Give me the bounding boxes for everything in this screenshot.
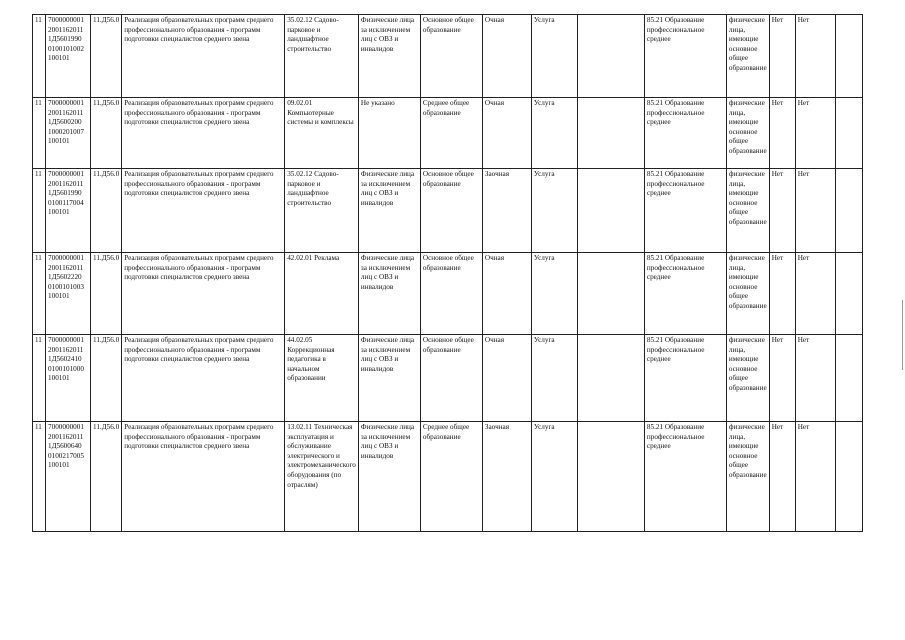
registry-code: 7000000001 2001162011 1Д5601990 0100117004 100101 xyxy=(46,169,91,253)
service-type-code: 11.Д56.0 xyxy=(91,422,122,532)
row-number: 11 xyxy=(33,335,46,422)
row-number: 11 xyxy=(33,253,46,335)
consumer-category: Физические лица за исключением лиц с ОВЗ и инвалидов xyxy=(358,15,420,98)
consumers: физические лица, имеющие основное общее образование xyxy=(726,422,769,532)
study-form: Заочная xyxy=(482,422,531,532)
specialty: 35.02.12 Садово-парковое и ландшафтное строительство xyxy=(285,15,359,98)
service-type-code: 11.Д56.0 xyxy=(91,15,122,98)
specialty: 44.02.05 Коррекционная педагогика в начальном образовании xyxy=(285,335,359,422)
empty-cell xyxy=(577,15,644,98)
row-number: 11 xyxy=(33,169,46,253)
extra-flag: Нет xyxy=(795,422,835,532)
specialty: 09.02.01 Компьютерные системы и комплексы xyxy=(285,98,359,169)
service-type-code: 11.Д56.0 xyxy=(91,169,122,253)
okved-code: 85.21 Образование профессиональное среднее xyxy=(644,422,726,532)
service-type-code: 11.Д56.0 xyxy=(91,98,122,169)
services-registry-table xyxy=(32,14,863,532)
registry-code: 7000000001 2001162011 1Д5600640 0100217005 100101 xyxy=(46,422,91,532)
paid-flag: Нет xyxy=(769,422,795,532)
table-row xyxy=(33,253,863,335)
registry-code: 7000000001 2001162011 1Д5600200 1000201007 100101 xyxy=(46,98,91,169)
okved-code: 85.21 Образование профессиональное среднее xyxy=(644,98,726,169)
specialty: 35.02.12 Садово-парковое и ландшафтное строительство xyxy=(285,169,359,253)
specialty: 42.02.01 Реклама xyxy=(285,253,359,335)
education-level: Основное общее образование xyxy=(420,15,482,98)
table-row xyxy=(33,15,863,98)
service-kind: Услуга xyxy=(531,15,577,98)
service-title: Реализация образовательных программ среднего профессионального образования - программ подготовки специалистов среднего звена xyxy=(122,335,285,422)
table-row xyxy=(33,169,863,253)
education-level: Основное общее образование xyxy=(420,335,482,422)
registry-code: 7000000001 2001162011 1Д5602410 0100101000 100101 xyxy=(46,335,91,422)
table-row xyxy=(33,98,863,169)
service-kind: Услуга xyxy=(531,422,577,532)
consumers: физические лица, имеющие основное общее образование xyxy=(726,335,769,422)
service-type-code: 11.Д56.0 xyxy=(91,335,122,422)
table-row xyxy=(33,335,863,422)
table-body xyxy=(33,15,863,532)
education-level: Среднее общее образование xyxy=(420,98,482,169)
consumers: физические лица, имеющие основное общее образование xyxy=(726,253,769,335)
consumer-category: Физические лица за исключением лиц с ОВЗ и инвалидов xyxy=(358,169,420,253)
service-title: Реализация образовательных программ среднего профессионального образования - программ подготовки специалистов среднего звена xyxy=(122,422,285,532)
study-form: Очная xyxy=(482,335,531,422)
empty-cell xyxy=(835,253,862,335)
empty-cell xyxy=(835,15,862,98)
extra-flag: Нет xyxy=(795,335,835,422)
row-number: 11 xyxy=(33,15,46,98)
service-kind: Услуга xyxy=(531,98,577,169)
empty-cell xyxy=(577,98,644,169)
okved-code: 85.21 Образование профессиональное среднее xyxy=(644,169,726,253)
service-kind: Услуга xyxy=(531,253,577,335)
extra-flag: Нет xyxy=(795,253,835,335)
scan-edge-mark xyxy=(902,300,903,370)
empty-cell xyxy=(577,169,644,253)
empty-cell xyxy=(835,98,862,169)
okved-code: 85.21 Образование профессиональное среднее xyxy=(644,15,726,98)
consumer-category: Физические лица за исключением лиц с ОВЗ и инвалидов xyxy=(358,253,420,335)
paid-flag: Нет xyxy=(769,98,795,169)
study-form: Заочная xyxy=(482,169,531,253)
service-type-code: 11.Д56.0 xyxy=(91,253,122,335)
study-form: Очная xyxy=(482,253,531,335)
extra-flag: Нет xyxy=(795,169,835,253)
row-number: 11 xyxy=(33,422,46,532)
education-level: Среднее общее образование xyxy=(420,422,482,532)
paid-flag: Нет xyxy=(769,169,795,253)
extra-flag: Нет xyxy=(795,15,835,98)
education-level: Основное общее образование xyxy=(420,253,482,335)
consumer-category: Не указано xyxy=(358,98,420,169)
registry-code: 7000000001 2001162011 1Д5602220 0100101003 100101 xyxy=(46,253,91,335)
study-form: Очная xyxy=(482,98,531,169)
service-title: Реализация образовательных программ среднего профессионального образования - программ подготовки специалистов среднего звена xyxy=(122,98,285,169)
okved-code: 85.21 Образование профессиональное среднее xyxy=(644,253,726,335)
consumers: физические лица, имеющие основное общее образование xyxy=(726,98,769,169)
consumer-category: Физические лица за исключением лиц с ОВЗ и инвалидов xyxy=(358,335,420,422)
row-number: 11 xyxy=(33,98,46,169)
registry-code: 7000000001 2001162011 1Д5601990 0100101002 100101 xyxy=(46,15,91,98)
service-title: Реализация образовательных программ среднего профессионального образования - программ подготовки специалистов среднего звена xyxy=(122,253,285,335)
service-kind: Услуга xyxy=(531,169,577,253)
empty-cell xyxy=(577,335,644,422)
empty-cell xyxy=(835,335,862,422)
paid-flag: Нет xyxy=(769,15,795,98)
extra-flag: Нет xyxy=(795,98,835,169)
consumers: физические лица, имеющие основное общее образование xyxy=(726,169,769,253)
table-row xyxy=(33,422,863,532)
service-title: Реализация образовательных программ среднего профессионального образования - программ подготовки специалистов среднего звена xyxy=(122,169,285,253)
empty-cell xyxy=(835,169,862,253)
paid-flag: Нет xyxy=(769,335,795,422)
empty-cell xyxy=(577,253,644,335)
okved-code: 85.21 Образование профессиональное среднее xyxy=(644,335,726,422)
consumers: физические лица, имеющие основное общее образование xyxy=(726,15,769,98)
empty-cell xyxy=(835,422,862,532)
paid-flag: Нет xyxy=(769,253,795,335)
study-form: Очная xyxy=(482,15,531,98)
education-level: Основное общее образование xyxy=(420,169,482,253)
empty-cell xyxy=(577,422,644,532)
consumer-category: Физические лица за исключением лиц с ОВЗ и инвалидов xyxy=(358,422,420,532)
specialty: 13.02.11 Техническая эксплуатация и обслуживание электрического и электромеханического оборудования (по отраслям) xyxy=(285,422,359,532)
service-title: Реализация образовательных программ среднего профессионального образования - программ подготовки специалистов среднего звена xyxy=(122,15,285,98)
service-kind: Услуга xyxy=(531,335,577,422)
